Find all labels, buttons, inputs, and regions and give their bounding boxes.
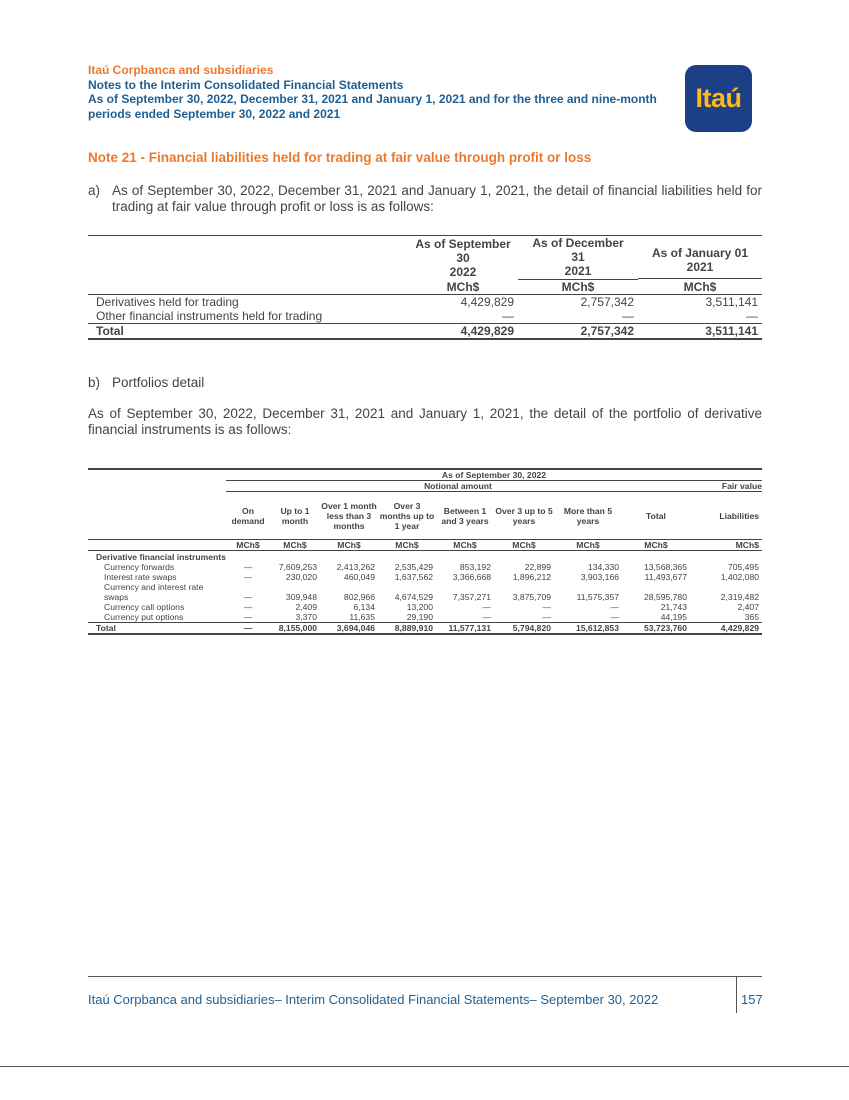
t2-fair-value-header: Fair value (690, 481, 762, 492)
t1-unit-2: MCh$ (561, 280, 595, 294)
t1-col3-l1: As of January 01 (651, 245, 749, 260)
section-b-title: Portfolios detail (112, 375, 205, 390)
table-row: Currency call options — 2,409 6,134 13,200 — — — 21,743 2,407 (104, 602, 759, 612)
t2-notional-header: Notional amount (226, 481, 690, 492)
page-number-divider (736, 976, 737, 1013)
t1-col2-l2: 31 (571, 250, 585, 264)
table-row: Interest rate swaps — 230,020 460,049 1,637,562 3,366,668 1,896,212 3,903,166 11,493,677 1,402,080 (104, 572, 759, 582)
header-period-line: As of September 30, 2022, December 31, 2021 and January 1, 2021 and for the three and nine-month periods ended September 30, 2022 and 2021 (88, 92, 657, 121)
t1-unit-3: MCh$ (683, 280, 717, 294)
note-title: Note 21 - Financial liabilities held for trading at fair value through profit or loss (88, 150, 592, 165)
table-row: Currency forwards — 7,609,253 2,413,262 2,535,429 853,192 22,899 134,330 13,568,365 705,495 (104, 562, 759, 572)
page-bottom-divider (0, 1066, 849, 1067)
footer-divider (88, 976, 762, 977)
derivatives-table: As of September 30, 2022 Notional amount Fair value On demand Up to 1 month Over 1 month less than 3 months Over 3 months up to 1 year Between 1 and 3 years Over 3 up to 5 years More than 5 years Total Liabilities MCh$ MCh$ MCh$ MCh$ MCh$ MCh$ MCh$ MCh$ MCh$ Derivative financial instruments Currency forwards — 7,609,253 2,413,262 2,535,429 853,192 22,899 134,330 13,568,365 705,495 Interest rate swaps — 230,020 460,049 1,637,562 3,366,668 1,896,212 3,903,166 11,493,677 1,402,080 Currency and interest rate swaps — 309,948 802,966 4,674,529 7,357,271 3,875,709 11,575,357 28,595,780 2,319,482 Currency call options — 2,409 6,134 13,200 — — — 21,743 2,407 Currency put options — 3,370 11,635 29,190 — — — 44,195 365 Total — 8,155,000 3,694,046 8,889,910 11,577,131 5,794,820 15,612,853 53,723,760 4,429,829 (88, 468, 762, 635)
section-a-marker: a) (88, 183, 101, 198)
t1-col1-l2: 30 (456, 251, 470, 265)
page-number: 157 (741, 992, 763, 1007)
t2-date-header: As of September 30, 2022 (226, 469, 762, 481)
t1-col3-l2: 2021 (686, 259, 714, 274)
table-row: Other financial instruments held for trading — — — (88, 309, 762, 324)
section-a-text: As of September 30, 2022, December 31, 2021 and January 1, 2021, the detail of financial liabilities held for trading at fair value through profit or loss is as follows: (112, 183, 762, 214)
section-b-marker: b) (88, 375, 101, 390)
t1-unit-1: MCh$ (446, 280, 480, 294)
table-total-row: Total — 8,155,000 3,694,046 8,889,910 11,577,131 5,794,820 15,612,853 53,723,760 4,429,829 (88, 623, 762, 635)
t1-col2-l1: As of December (532, 236, 624, 250)
section-b-text: As of September 30, 2022, December 31, 2021 and January 1, 2021, the detail of the portfolio of derivative financial instruments is as follows: (88, 406, 762, 437)
document-header (88, 63, 658, 121)
table-row: Currency put options — 3,370 11,635 29,190 — — — 44,195 365 (88, 612, 762, 623)
liabilities-table (88, 235, 762, 340)
t1-col1-l3: 2022 (449, 265, 477, 279)
header-notes-line: Notes to the Interim Consolidated Financial Statements (88, 77, 404, 92)
table-row: Derivatives held for trading 4,429,829 2,757,342 3,511,141 (96, 295, 758, 309)
itau-logo (685, 65, 752, 132)
t2-section-label: Derivative financial instruments (96, 552, 226, 562)
company-name: Itaú Corpbanca and subsidiaries (88, 63, 274, 77)
table-row: Currency and interest rate swaps — 309,948 802,966 4,674,529 7,357,271 3,875,709 11,575,357 28,595,780 2,319,482 (104, 582, 759, 602)
table-total-row: Total 4,429,829 2,757,342 3,511,141 (88, 324, 762, 340)
t1-col2-l3: 2021 (564, 264, 592, 278)
footer-text: Itaú Corpbanca and subsidiaries– Interim Consolidated Financial Statements– September 30, 2022 (88, 992, 659, 1007)
t1-col1-l1: As of September (415, 237, 511, 251)
logo-text: Itaú (695, 83, 742, 113)
